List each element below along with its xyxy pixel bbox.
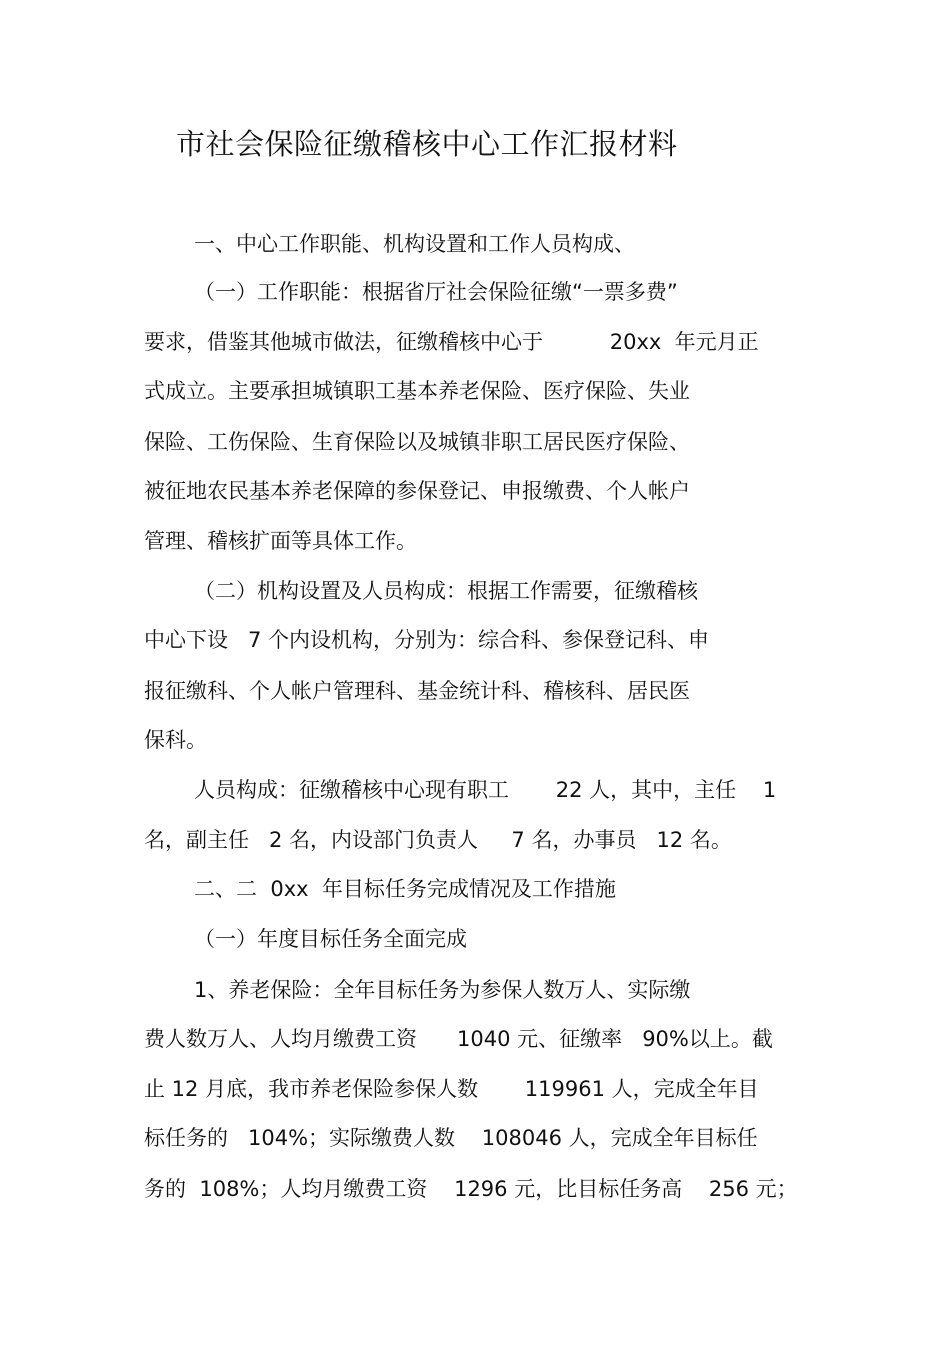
paragraph-line: 中心下设 7 个内设机构，分别为：综合科、参保登记科、申 [144, 628, 710, 652]
paragraph-line: 务的 108%；人均月缴费工资 1296 元，比目标任务高 256 元； [144, 1177, 798, 1201]
paragraph-line: 保险、工伤保险、生育保险以及城镇非职工居民医疗保险、 [144, 430, 690, 454]
paragraph-line: 名，副主任 2 名，内设部门负责人 7 名，办事员 12 名。 [144, 828, 732, 852]
paragraph-line: （一）工作职能：根据省厅社会保险征缴“一票多费” [194, 280, 678, 304]
paragraph-line: 要求，借鉴其他城市做法，征缴稽核中心于 20xx 年元月正 [144, 330, 759, 354]
subsection-heading: （一）年度目标任务全面完成 [194, 927, 467, 951]
paragraph-line: 一、中心工作职能、机构设置和工作人员构成、 [194, 232, 635, 256]
paragraph-line: 人员构成：征缴稽核中心现有职工 22 人，其中，主任 1 [194, 778, 777, 802]
paragraph-line: 标任务的 104%；实际缴费人数 108046 人，完成全年目标任 [144, 1126, 758, 1150]
document-title: 市社会保险征缴稽核中心工作汇报材料 [176, 127, 678, 161]
paragraph-line: 费人数万人、人均月缴费工资 1040 元、征缴率 90%以上。截 [144, 1027, 773, 1051]
paragraph-line: 1、养老保险：全年目标任务为参保人数万人、实际缴 [194, 978, 691, 1002]
paragraph-line: 管理、稽核扩面等具体工作。 [144, 529, 417, 553]
paragraph-line: （二）机构设置及人员构成：根据工作需要，征缴稽核 [194, 579, 698, 603]
paragraph-line: 保科。 [144, 728, 207, 752]
paragraph-line: 被征地农民基本养老保障的参保登记、申报缴费、个人帐户 [144, 479, 690, 503]
paragraph-line: 式成立。主要承担城镇职工基本养老保险、医疗保险、失业 [144, 379, 690, 403]
paragraph-line: 止 12 月底，我市养老保险参保人数 119961 人，完成全年目 [144, 1077, 759, 1101]
section-heading: 二、二 0xx 年目标任务完成情况及工作措施 [194, 877, 616, 901]
paragraph-line: 报征缴科、个人帐户管理科、基金统计科、稽核科、居民医 [144, 679, 690, 703]
